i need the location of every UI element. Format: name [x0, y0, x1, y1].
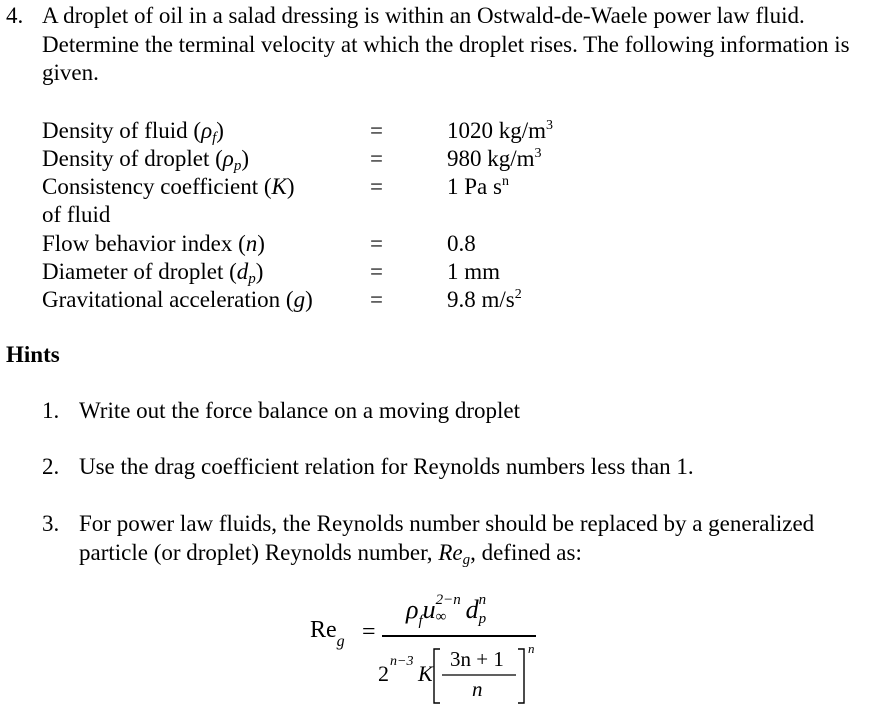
- equation-lhs: $Re_g$: [310, 617, 345, 650]
- equation-numerator: $\rho_fu$ 2−n ∞ d n p: [406, 592, 487, 629]
- property-value: 9.8 $m/s^2$: [447, 287, 522, 312]
- left-bracket: [434, 649, 440, 703]
- hint-text: Use the drag coefficient relation for Reynolds numbers less than 1.: [79, 454, 694, 479]
- property-label: Consistency coefficient (K): [42, 174, 295, 199]
- property-label: Flow behavior index (n): [42, 231, 265, 256]
- right-bracket: [518, 649, 524, 703]
- property-label: Diameter of droplet $(d_p)$: [42, 259, 264, 287]
- property-value: 980 $kg/m^3$: [447, 146, 542, 171]
- equation-equals: =: [362, 619, 376, 645]
- hint-number: 2.: [42, 454, 60, 479]
- equals-sign: =: [370, 174, 383, 199]
- fraction-bar: [382, 635, 536, 637]
- property-value: 1 mm: [447, 259, 501, 284]
- hint-number: 3.: [42, 511, 60, 536]
- hint-text: For power law fluids, the Reynolds number should be replaced by a generalized particle (or droplet) Reynolds number, $Re_g$, defined as:: [79, 511, 815, 568]
- hint-text: Write out the force balance on a moving droplet: [79, 398, 521, 423]
- property-label: of fluid: [42, 202, 111, 227]
- equals-sign: =: [370, 146, 383, 171]
- problem-number: 4.: [6, 3, 24, 28]
- problem-text: A droplet of oil in a salad dressing is within an Ostwald-de-Waele power law fluid. Determine the terminal velocity at which the droplet rises. The following information is given.: [42, 3, 850, 85]
- property-label: Density of fluid $(\rho_f)$: [42, 118, 224, 146]
- equals-sign: =: [370, 287, 383, 312]
- property-value: 0.8: [447, 231, 476, 256]
- property-value: 1 Pa $s^n$: [447, 174, 509, 199]
- hints-heading: Hints: [6, 342, 60, 367]
- reynolds-equation: $Re_g$ = $\rho_fu$ 2−n ∞ d n p 2 n−3 K 3n + 1 n n: [310, 595, 550, 705]
- hint-number: 1.: [42, 398, 60, 423]
- equals-sign: =: [370, 118, 383, 143]
- equals-sign: =: [370, 231, 383, 256]
- equals-sign: =: [370, 259, 383, 284]
- property-label: Density of droplet $(\rho_p)$: [42, 146, 249, 174]
- property-label: Gravitational acceleration (g): [42, 287, 313, 312]
- property-value: 1020 $kg/m^3$: [447, 118, 554, 143]
